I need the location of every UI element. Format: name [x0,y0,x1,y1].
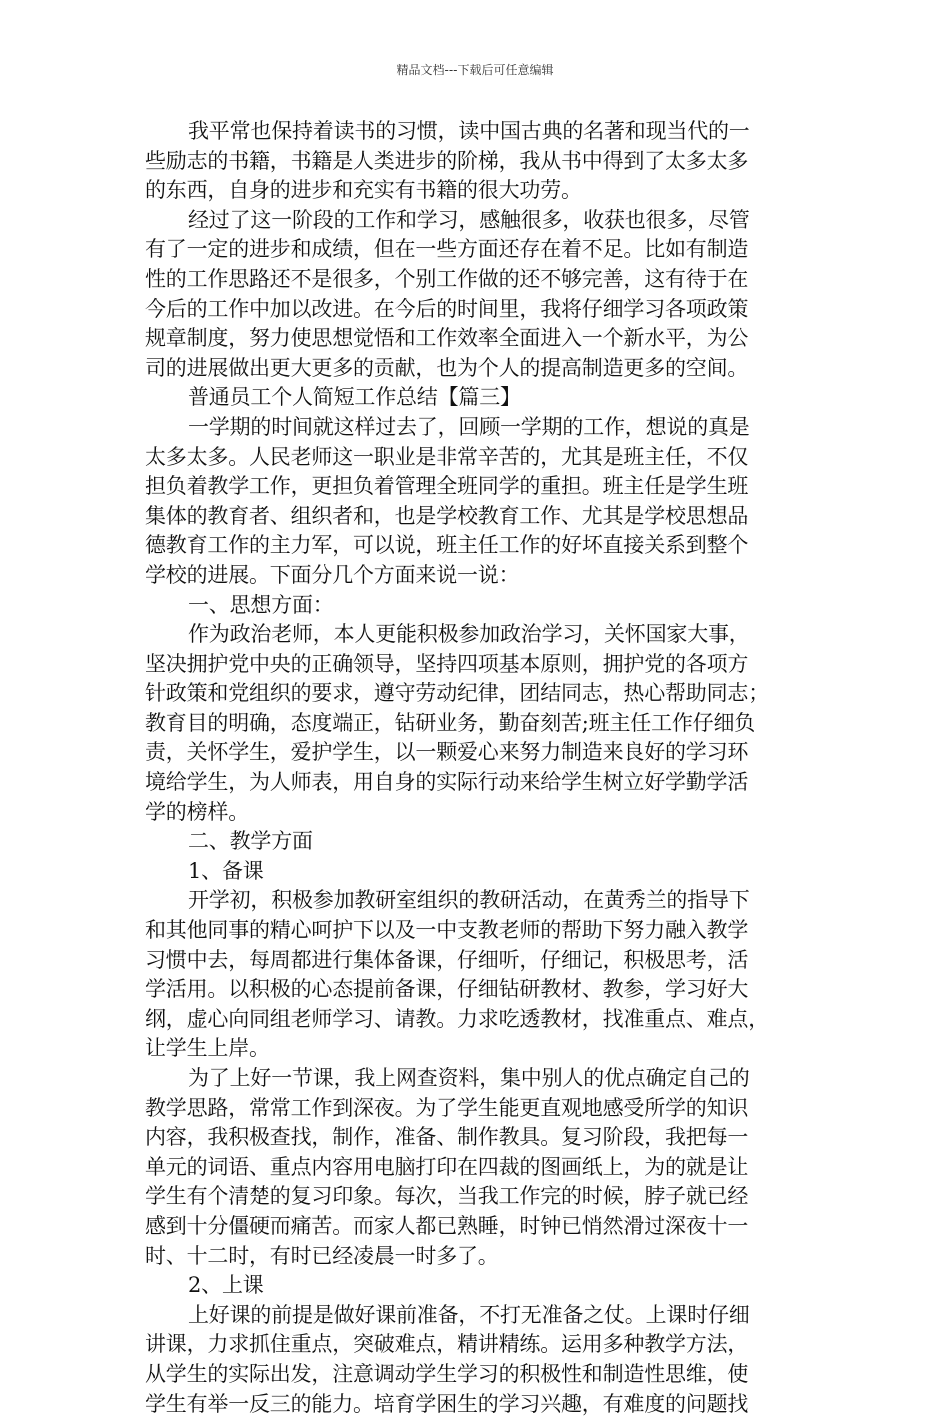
text-line: 我平常也保持着读书的习惯，读中国古典的名著和现当代的一 [188,119,750,143]
text-line: 让学生上岸。 [145,1036,270,1061]
text-line: 针政策和党组织的要求，遵守劳动纪律，团结同志，热心帮助同志； [145,681,769,706]
text-line: 经过了这一阶段的工作和学习，感触很多，收获也很多，尽管 [188,207,750,232]
text-line: 性的工作思路还不是很多，个别工作做的还不够完善，这有待于在 [145,266,749,291]
text-line: 2、上课 [188,1273,264,1298]
text-line: 司的进展做出更大更多的贡献，也为个人的提高制造更多的空间。 [145,355,749,380]
text-line: 讲课，力求抓住重点，突破难点，精讲精练。运用多种教学方法， [145,1332,749,1357]
text-line: 一、思想方面： [188,592,334,617]
document-body [145,117,817,1419]
text-line: 今后的工作中加以改进。在今后的时间里，我将仔细学习各项政策 [145,296,749,321]
text-line: 为了上好一节课，我上网查资料，集中别人的优点确定自己的 [188,1066,750,1090]
text-line: 时、十二时，有时已经凌晨一时多了。 [145,1243,499,1268]
text-line: 的东西，自身的进步和充实有书籍的很大功劳。 [145,178,582,203]
text-line: 1、备课 [188,858,264,883]
text-line: 习惯中去，每周都进行集体备课，仔细听，仔细记，积极思考，活 [145,947,749,972]
text-line: 规章制度，努力使思想觉悟和工作效率全面进入一个新水平，为公 [145,326,749,351]
text-line: 担负着教学工作，更担负着管理全班同学的重担。班主任是学生班 [145,474,749,499]
text-line: 普通员工个人简短工作总结【篇三】 [188,385,521,410]
text-line: 和其他同事的精心呵护下以及一中支教老师的帮助下努力融入教学 [145,918,749,943]
text-line: 学活用。以积极的心态提前备课，仔细钻研教材、教参，学习好大 [145,977,749,1002]
text-line: 学校的进展。下面分几个方面来说一说： [145,562,520,587]
text-line: 有了一定的进步和成绩，但在一些方面还存在着不足。比如有制造 [145,237,749,262]
text-line: 教育目的明确，态度端正，钻研业务，勤奋刻苦;班主任工作仔细负 [145,710,756,735]
text-line: 上好课的前提是做好课前准备，不打无准备之仗。上课时仔细 [188,1302,750,1327]
text-line: 二、教学方面 [188,829,313,854]
text-line: 内容，我积极查找，制作，准备、制作教具。复习阶段，我把每一 [145,1125,749,1150]
text-line: 单元的词语、重点内容用电脑打印在四裁的图画纸上，为的就是让 [145,1154,749,1179]
text-line: 一学期的时间就这样过去了，回顾一学期的工作，想说的真是 [188,414,750,439]
text-line: 太多太多。人民老师这一职业是非常辛苦的，尤其是班主任，不仅 [145,444,749,469]
text-line: 学生有举一反三的能力。培育学困生的学习兴趣，有难度的问题找 [145,1391,749,1416]
text-line: 境给学生，为人师表，用自身的实际行动来给学生树立好学勤学活 [145,770,749,795]
text-line: 坚决拥护党中央的正确领导，坚持四项基本原则，拥护党的各项方 [145,651,749,676]
text-line: 责，关怀学生，爱护学生，以一颗爱心来努力制造来良好的学习环 [145,740,749,765]
text-line: 德教育工作的主力军，可以说，班主任工作的好坏直接关系到整个 [145,533,749,558]
text-line: 教学思路，常常工作到深夜。为了学生能更直观地感受所学的知识 [145,1095,749,1120]
text-line: 作为政治老师，本人更能积极参加政治学习，关怀国家大事， [188,622,750,647]
text-line: 纲，虚心向同组老师学习、请教。力求吃透教材，找准重点、难点， [145,1006,769,1031]
text-line: 从学生的实际出发，注意调动学生学习的积极性和制造性思维，使 [145,1361,749,1386]
text-line: 感到十分僵硬而痛苦。而家人都已熟睡，时钟已悄然滑过深夜十一 [145,1213,749,1238]
text-line: 开学初，积极参加教研室组织的教研活动，在黄秀兰的指导下 [188,888,750,913]
text-line: 学的榜样。 [145,799,249,824]
text-line: 学生有个清楚的复习印象。每次，当我工作完的时候，脖子就已经 [145,1184,749,1209]
page-header: 精品文档---下载后可任意编辑 [396,63,554,77]
text-line: 集体的教育者、组织者和，也是学校教育工作、尤其是学校思想品 [145,503,749,528]
text-line: 些励志的书籍，书籍是人类进步的阶梯，我从书中得到了太多太多 [145,148,749,173]
